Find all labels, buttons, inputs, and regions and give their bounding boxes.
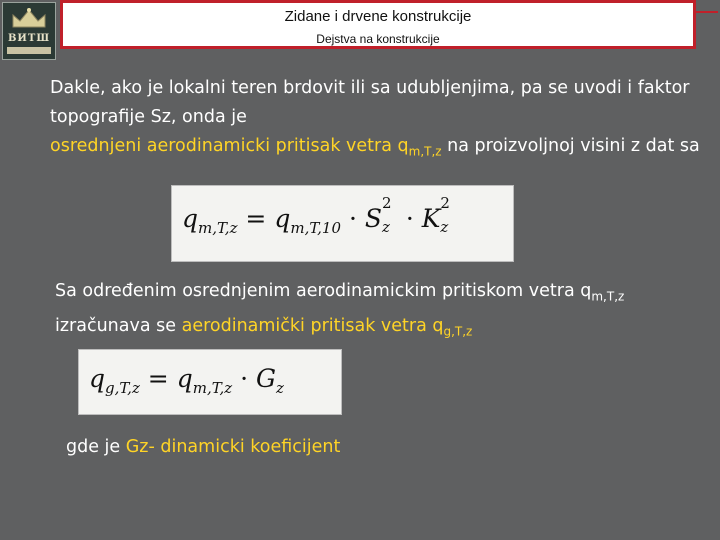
formula1-s-sup: 2 (381, 194, 392, 212)
paragraph3-text: gde je (66, 437, 126, 457)
formula1-lhs: q (182, 204, 199, 233)
formula-mean-pressure (171, 185, 514, 262)
paragraph2-mid: izračunava se (55, 315, 182, 336)
header (60, 0, 696, 49)
paragraph2-sub: m,T,z (591, 289, 625, 304)
formula1-k: K (421, 204, 441, 233)
formula1-s-sub: z (381, 218, 390, 236)
formula2-lhs: q (89, 364, 106, 393)
formula2-lhs-sub: g,T,z (105, 379, 140, 397)
formula2-g-sub: z (276, 379, 284, 397)
header-accent-line (696, 11, 718, 13)
formula1-eq: = (237, 204, 275, 233)
paragraph1-highlight-sub: m,T,z (408, 144, 442, 159)
header-subtitle: Dejstva na konstrukcije (316, 32, 440, 46)
formula2-dot: · (232, 364, 257, 393)
paragraph1-text: Dakle, ako je lokalni teren brdovit ili sa udubljenjima, pa se uvodi i faktor topografije Sz, onda je (50, 78, 690, 127)
formula1-s: S (364, 204, 382, 233)
formula-gust-pressure (78, 349, 342, 415)
formula1-q: q (274, 204, 291, 233)
formula2-eq: = (139, 364, 177, 393)
formula1-k-sup: 2 (440, 194, 450, 212)
formula2-q: q (176, 364, 193, 393)
paragraph2-highlight-sub: g,T,z (443, 324, 473, 338)
paragraph2-highlight: aerodinamički pritisak vetra q (181, 315, 444, 336)
paragraph1-tail: na proizvoljnoj visini z dat sa (441, 136, 700, 156)
header-title: Zidane i drvene konstrukcije (284, 8, 472, 25)
formula2-g: G (256, 364, 277, 393)
crown-icon (9, 7, 49, 29)
logo (2, 2, 56, 60)
formula2-q-sub: m,T,z (192, 379, 233, 397)
formula1-q-sub: m,T,10 (290, 219, 341, 237)
paragraph3-highlight: Gz- dinamicki koeficijent (125, 437, 341, 457)
formula1-lhs-sub: m,T,z (198, 219, 238, 237)
formula1-dot1: · (341, 204, 365, 233)
logo-text: ВИТШ (7, 33, 51, 44)
paragraph1-highlight: osrednjeni aerodinamicki pritisak vetra q (50, 136, 409, 156)
paragraph2-text: Sa određenim osrednjenim aerodinamickim pritiskom vetra q (55, 281, 592, 301)
logo-banner (7, 47, 51, 54)
paragraph-topography (50, 74, 710, 167)
formula1-k-sub: z (440, 218, 449, 236)
formula1-dot2: · (397, 204, 422, 233)
paragraph-dynamic-coefficient (66, 433, 566, 462)
paragraph-gust-pressure (55, 277, 705, 346)
